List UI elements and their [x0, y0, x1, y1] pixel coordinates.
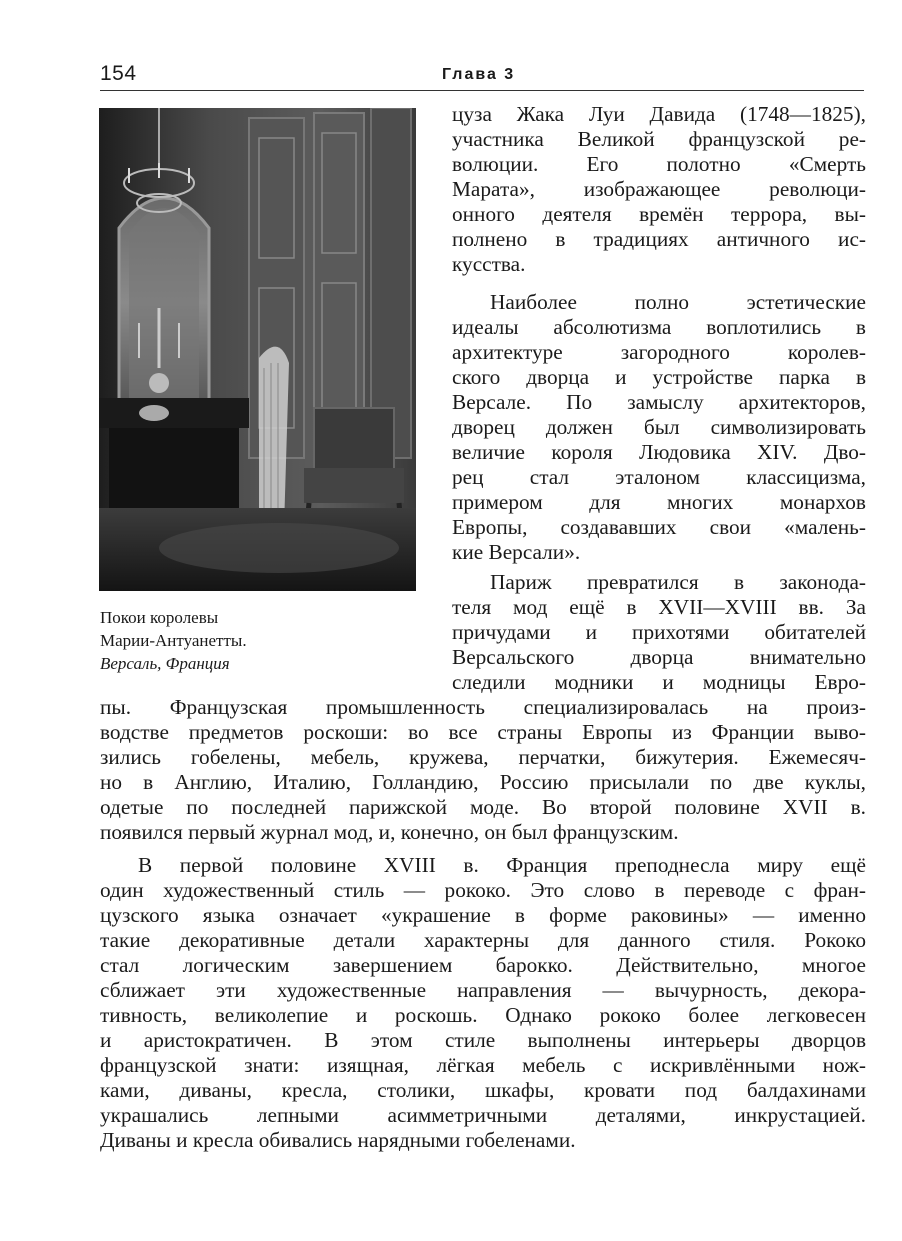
- text-line: участника Великой французской ре-: [452, 127, 866, 151]
- text-line: Версале. По замыслу архитекторов,: [452, 390, 866, 414]
- text-line: зились гобелены, мебель, кружева, перчатки, бижутерия. Ежемесяч-: [100, 745, 866, 769]
- page-number: 154: [100, 62, 137, 85]
- caption-line: Марии-Антуанетты.: [100, 631, 247, 650]
- text-line: дворец должен был символизировать: [452, 415, 866, 439]
- text-line: Европы, создававших свои «малень-: [452, 515, 866, 539]
- text-line: Версальского дворца внимательно: [452, 645, 866, 669]
- figure-caption: [100, 606, 420, 675]
- text-line: Наиболее полно эстетические: [490, 290, 866, 314]
- text-line: французской знати: изящная, лёгкая мебель с искривлёнными нож-: [100, 1053, 866, 1077]
- caption-place: Версаль, Франция: [100, 654, 230, 673]
- text-line: пы. Французская промышленность специализировалась на произ-: [100, 695, 866, 719]
- text-line: примером для многих монархов: [452, 490, 866, 514]
- text-line: Париж превратился в законода-: [490, 570, 866, 594]
- text-line: Марата», изображающее революци-: [452, 177, 866, 201]
- text-line: архитектуре загородного королев-: [452, 340, 866, 364]
- text-line: такие декоративные детали характерны для данного стиля. Рококо: [100, 928, 866, 952]
- text-line: одетые по последней парижской моде. Во второй половине XVII в.: [100, 795, 866, 819]
- interior-photo-drawing: [99, 108, 416, 591]
- text-line: идеалы абсолютизма воплотились в: [452, 315, 866, 339]
- text-line: причудами и прихотями обитателей: [452, 620, 866, 644]
- header-divider: [100, 90, 864, 91]
- text-line: кусства.: [452, 252, 526, 276]
- interior-photo: [99, 108, 416, 591]
- text-line: украшались лепными асимметричными деталями, инкрустацией.: [100, 1103, 866, 1127]
- text-line: полнено в традициях античного ис-: [452, 227, 866, 251]
- text-line: Диваны и кресла обивались нарядными гобеленами.: [100, 1128, 576, 1152]
- paragraph-1: [452, 102, 866, 277]
- text-line: тивность, великолепие и роскошь. Однако рококо более легковесен: [100, 1003, 866, 1027]
- text-line: онного деятеля времён террора, вы-: [452, 202, 866, 226]
- chapter-title: Глава 3: [442, 66, 516, 83]
- text-line: и аристократичен. В этом стиле выполнены интерьеры дворцов: [100, 1028, 866, 1052]
- text-line: ками, диваны, кресла, столики, шкафы, кровати под балдахинами: [100, 1078, 866, 1102]
- text-line: стал логическим завершением барокко. Действительно, многое: [100, 953, 866, 977]
- text-line: ского дворца и устройстве парка в: [452, 365, 866, 389]
- text-line: величие короля Людовика XIV. Дво-: [452, 440, 866, 464]
- text-line: кие Версали».: [452, 540, 581, 564]
- paragraph-4: [100, 853, 866, 1153]
- paragraph-3-column: [452, 570, 866, 695]
- text-line: цузского языка означает «украшение в форме раковины» — именно: [100, 903, 866, 927]
- text-line: сближает эти художественные направления — вычурность, декора-: [100, 978, 866, 1002]
- text-line: появился первый журнал мод, и, конечно, он был французским.: [100, 820, 679, 844]
- caption-line: Покои королевы: [100, 608, 219, 627]
- text-line: теля мод ещё в XVII—XVIII вв. За: [452, 595, 866, 619]
- paragraph-2: [452, 290, 866, 565]
- text-line: водстве предметов роскоши: во все страны Европы из Франции выво-: [100, 720, 866, 744]
- text-line: но в Англию, Италию, Голландию, Россию присылали по две куклы,: [100, 770, 866, 794]
- text-line: цуза Жака Луи Давида (1748—1825),: [452, 102, 866, 126]
- text-line: волюции. Его полотно «Смерть: [452, 152, 866, 176]
- text-line: один художественный стиль — рококо. Это слово в переводе с фран-: [100, 878, 866, 902]
- text-line: рец стал эталоном классицизма,: [452, 465, 866, 489]
- paragraph-3-full: [100, 695, 866, 845]
- text-line: В первой половине XVIII в. Франция преподнесла миру ещё: [138, 853, 866, 877]
- text-line: следили модники и модницы Евро-: [452, 670, 866, 694]
